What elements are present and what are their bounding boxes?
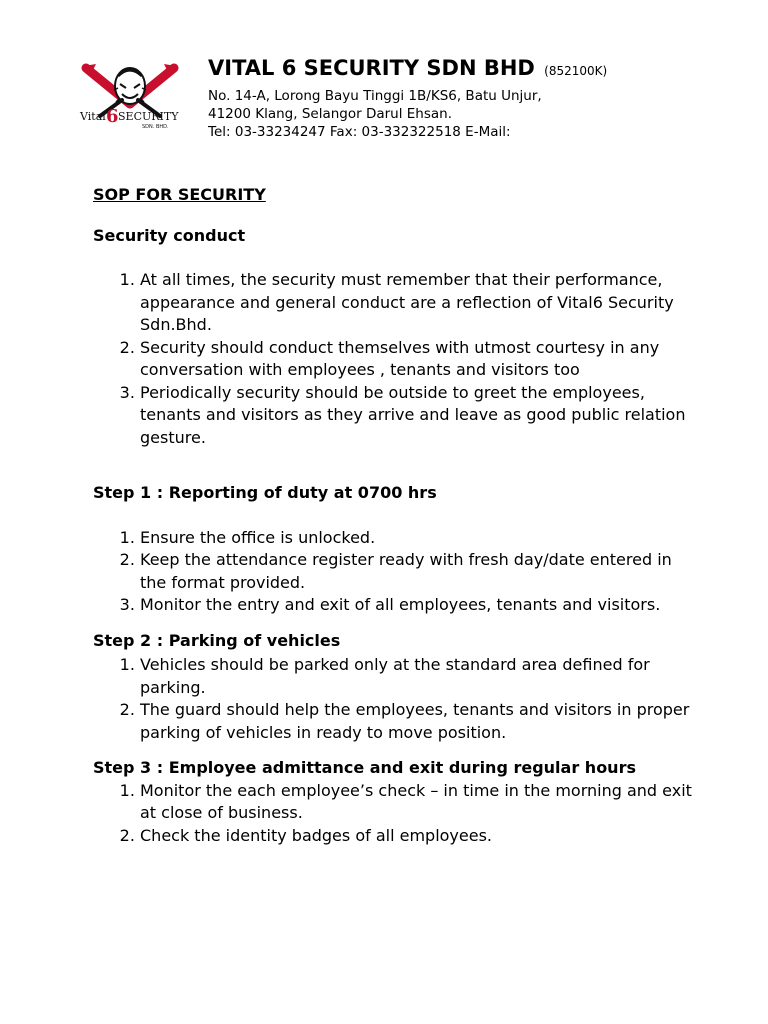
list-item: 2. Keep the attendance register ready with fresh day/date entered in the format provided.	[140, 549, 693, 594]
step-1-list	[93, 527, 693, 617]
list-item: 1. At all times, the security must remember that their performance, appearance and general conduct are a reflection of Vital6 Security Sdn.Bhd.	[140, 269, 693, 337]
company-address	[208, 87, 588, 145]
svg-text:SDN. BHD.: SDN. BHD.	[142, 124, 169, 130]
section-heading-step-2: Step 2 : Parking of vehicles	[93, 630, 341, 650]
contact-line: Tel: 03-33234247 Fax: 03-332322518 E-Mail:	[208, 124, 511, 140]
address-line-2: 41200 Klang, Selangor Darul Ehsan.	[208, 106, 453, 122]
section-heading-step-3: Step 3 : Employee admittance and exit during regular hours	[93, 758, 636, 777]
list-item: 3. Periodically security should be outside to greet the employees, tenants and visitors as they arrive and leave as good public relation gesture.	[140, 382, 693, 450]
list-item: 1. Monitor the each employee’s check – in time in the morning and exit at close of business.	[140, 780, 693, 825]
step-2-list	[93, 654, 693, 744]
registration-number: (852100K)	[544, 64, 608, 78]
list-item: 1. Vehicles should be parked only at the standard area defined for parking.	[140, 654, 693, 699]
tiger-shield-logo-icon	[78, 60, 188, 136]
company-name	[208, 56, 607, 80]
svg-text:6: 6	[106, 106, 119, 127]
company-logo	[78, 60, 188, 136]
step-3-list	[93, 780, 693, 848]
security-conduct-list	[93, 269, 693, 449]
section-heading-security-conduct: Security conduct	[93, 225, 246, 245]
svg-text:Vital: Vital	[80, 110, 106, 123]
document-title: SOP FOR SECURITY	[93, 185, 266, 204]
list-item: 3. Monitor the entry and exit of all employees, tenants and visitors.	[140, 594, 693, 617]
section-heading-step-1: Step 1 : Reporting of duty at 0700 hrs	[93, 483, 437, 502]
list-item: 2. The guard should help the employees, tenants and visitors in proper parking of vehicles in ready to move position.	[140, 699, 693, 744]
svg-text:SECURITY: SECURITY	[118, 110, 179, 123]
address-line-1: No. 14-A, Lorong Bayu Tinggi 1B/KS6, Batu Unjur,	[208, 88, 542, 104]
document-body	[93, 184, 693, 847]
list-item: 2. Security should conduct themselves with utmost courtesy in any conversation with employees , tenants and visitors too	[140, 337, 693, 382]
company-name-text: VITAL 6 SECURITY SDN BHD	[208, 56, 535, 80]
list-item: 2. Check the identity badges of all employees.	[140, 825, 693, 848]
list-item: 1. Ensure the office is unlocked.	[140, 527, 693, 550]
